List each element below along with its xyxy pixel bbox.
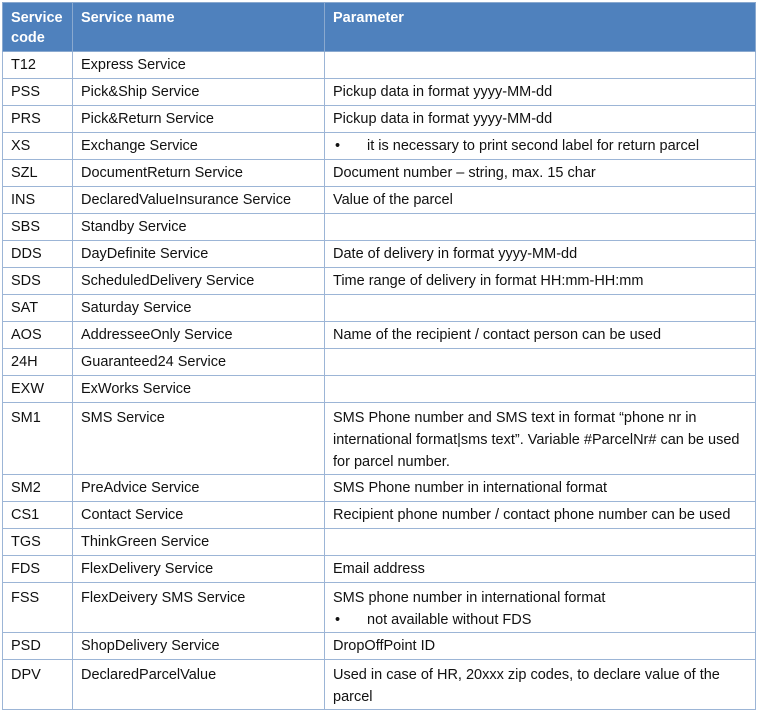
parameter-cell <box>325 475 756 502</box>
service-name-cell: Standby Service <box>73 214 325 241</box>
service-code-cell: SZL <box>3 160 73 187</box>
service-name-cell: ThinkGreen Service <box>73 529 325 556</box>
service-code-cell: T12 <box>3 52 73 79</box>
header-row <box>3 3 756 52</box>
bullet-text: it is necessary to print second label for return parcel <box>367 138 700 154</box>
table-row <box>3 403 756 475</box>
table-row <box>3 322 756 349</box>
service-name-cell: FlexDelivery Service <box>73 556 325 583</box>
parameter-cell <box>325 295 756 322</box>
service-name-cell: PreAdvice Service <box>73 475 325 502</box>
parameter-text: Pickup data in format yyyy-MM-dd <box>333 111 553 127</box>
parameter-cell <box>325 52 756 79</box>
service-name-cell: SMS Service <box>73 403 325 475</box>
table-body <box>3 52 756 710</box>
table-row <box>3 529 756 556</box>
table-row <box>3 633 756 660</box>
parameter-text: Time range of delivery in format HH:mm-HH:mm <box>333 273 644 289</box>
service-code-cell: EXW <box>3 376 73 403</box>
service-code-cell: SDS <box>3 268 73 295</box>
parameter-cell <box>325 79 756 106</box>
bullet-item <box>333 609 747 631</box>
parameter-text: Recipient phone number / contact phone number can be used <box>333 507 731 523</box>
parameter-cell <box>325 633 756 660</box>
parameter-cell <box>325 106 756 133</box>
table-row <box>3 268 756 295</box>
service-name-cell: Contact Service <box>73 502 325 529</box>
service-name-cell: Pick&Return Service <box>73 106 325 133</box>
service-code-cell: PRS <box>3 106 73 133</box>
table-row <box>3 295 756 322</box>
service-name-cell: DocumentReturn Service <box>73 160 325 187</box>
service-name-cell: FlexDeivery SMS Service <box>73 583 325 633</box>
table-row <box>3 187 756 214</box>
table-row <box>3 556 756 583</box>
table-row <box>3 583 756 633</box>
parameter-cell <box>325 556 756 583</box>
header-service-code: Service code <box>3 3 73 52</box>
services-table <box>2 2 756 710</box>
parameter-cell <box>325 583 756 633</box>
table-row <box>3 475 756 502</box>
parameter-text: Date of delivery in format yyyy-MM-dd <box>333 246 578 262</box>
service-name-cell: ShopDelivery Service <box>73 633 325 660</box>
parameter-text: Document number – string, max. 15 char <box>333 165 596 181</box>
parameter-cell <box>325 502 756 529</box>
parameter-cell <box>325 214 756 241</box>
service-code-cell: 24H <box>3 349 73 376</box>
parameter-text: Pickup data in format yyyy-MM-dd <box>333 84 553 100</box>
bullet-icon: • <box>335 612 341 628</box>
parameter-cell <box>325 376 756 403</box>
service-code-cell: AOS <box>3 322 73 349</box>
parameter-cell <box>325 403 756 475</box>
parameter-cell <box>325 133 756 160</box>
parameter-cell <box>325 241 756 268</box>
service-name-cell: DayDefinite Service <box>73 241 325 268</box>
service-code-cell: SM1 <box>3 403 73 475</box>
table-row <box>3 660 756 710</box>
parameter-text: DropOffPoint ID <box>333 638 436 654</box>
service-code-cell: FDS <box>3 556 73 583</box>
parameter-text: Used in case of HR, 20xxx zip codes, to declare value of the parcel <box>333 667 720 705</box>
service-code-cell: DDS <box>3 241 73 268</box>
table-row <box>3 79 756 106</box>
service-code-cell: SBS <box>3 214 73 241</box>
service-name-cell: ScheduledDelivery Service <box>73 268 325 295</box>
table-row <box>3 241 756 268</box>
parameter-cell <box>325 160 756 187</box>
service-code-cell: XS <box>3 133 73 160</box>
table-row <box>3 133 756 160</box>
header-service-name: Service name <box>73 3 325 52</box>
parameter-text: SMS Phone number in international format <box>333 480 608 496</box>
table-row <box>3 52 756 79</box>
parameter-cell <box>325 349 756 376</box>
service-name-cell: Express Service <box>73 52 325 79</box>
table-row <box>3 106 756 133</box>
bullet-item <box>333 135 747 157</box>
table-row <box>3 349 756 376</box>
service-code-cell: SM2 <box>3 475 73 502</box>
bullet-text: not available without FDS <box>367 612 532 628</box>
service-code-cell: DPV <box>3 660 73 710</box>
table-row <box>3 160 756 187</box>
parameter-cell <box>325 187 756 214</box>
table-row <box>3 502 756 529</box>
service-name-cell: DeclaredValueInsurance Service <box>73 187 325 214</box>
parameter-cell <box>325 268 756 295</box>
service-name-cell: DeclaredParcelValue <box>73 660 325 710</box>
service-code-cell: TGS <box>3 529 73 556</box>
parameter-text: Email address <box>333 561 425 577</box>
header-parameter: Parameter <box>325 3 756 52</box>
parameter-text: SMS phone number in international format <box>333 590 606 606</box>
service-name-cell: Saturday Service <box>73 295 325 322</box>
parameter-cell <box>325 322 756 349</box>
parameter-text: Name of the recipient / contact person can be used <box>333 327 662 343</box>
parameter-cell <box>325 660 756 710</box>
service-name-cell: Pick&Ship Service <box>73 79 325 106</box>
service-code-cell: SAT <box>3 295 73 322</box>
parameter-cell <box>325 529 756 556</box>
service-name-cell: AddresseeOnly Service <box>73 322 325 349</box>
table-row <box>3 214 756 241</box>
parameter-text: SMS Phone number and SMS text in format “phone nr in international format|sms text”. Variable #ParcelNr# can be used for parcel number. <box>333 410 740 470</box>
table-row <box>3 376 756 403</box>
service-code-cell: CS1 <box>3 502 73 529</box>
service-code-cell: INS <box>3 187 73 214</box>
service-code-cell: PSS <box>3 79 73 106</box>
service-code-cell: PSD <box>3 633 73 660</box>
service-code-cell: FSS <box>3 583 73 633</box>
bullet-icon: • <box>335 138 341 154</box>
service-name-cell: Guaranteed24 Service <box>73 349 325 376</box>
parameter-text: Value of the parcel <box>333 192 453 208</box>
service-name-cell: ExWorks Service <box>73 376 325 403</box>
service-name-cell: Exchange Service <box>73 133 325 160</box>
